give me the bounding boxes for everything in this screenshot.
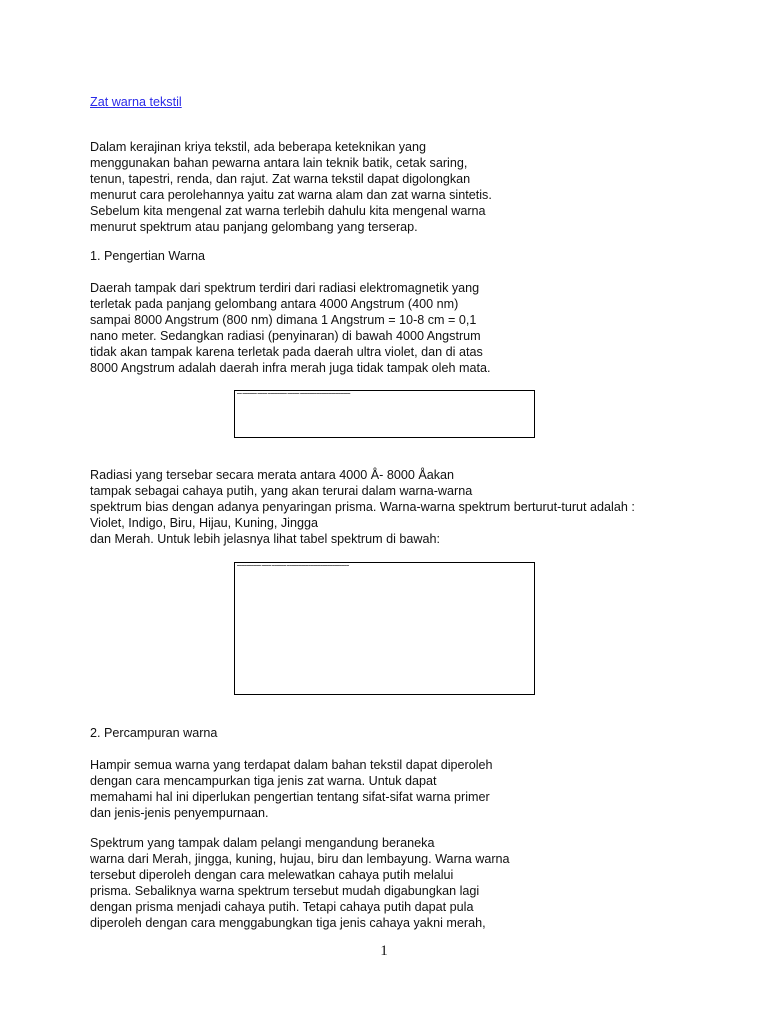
paragraph-hampir-semua: Hampir semua warna yang terdapat dalam bahan tekstil dapat diperoleh dengan cara mencampurkan tiga jenis zat warna. Untuk dapat memahami hal ini diperlukan pengertian tentang sifat-sifat warna primer dan jenis-jenis penyempurnaan. (90, 758, 493, 820)
page-number: 1 (380, 943, 388, 959)
paragraph-daerah-tampak: Daerah tampak dari spektrum terdiri dari radiasi elektromagnetik yang terletak pada panjang gelombang antara 4000 Angstrum (400 nm) sampai 8000 Angstrum (800 nm) dimana 1 Angstrum = 10-8 cm = 0,1 nano meter. Sedangkan radiasi (penyinaran) di bawah 4000 Angstrum tidak akan tampak karena terletak pada daerah ultra violet, dan di atas 8000 Angstrum adalah daerah infra merah juga tidak tampak oleh mata. (90, 281, 491, 375)
section-heading-percampuran-warna: 2. Percampuran warna (90, 726, 218, 740)
section-heading-pengertian-warna: 1. Pengertian Warna (90, 249, 206, 263)
paragraph-radiasi: Radiasi yang tersebar secara merata antara 4000 Å- 8000 Åakan tampak sebagai cahaya putih, yang akan terurai dalam warna-warna spektrum bias dengan adanya penyaringan prisma. Warna-warna spektrum berturut-turut adalah : Violet, Indigo, Biru, Hijau, Kuning, Jingga dan Merah. Untuk lebih jelasnya lihat tabel spektrum di bawah: (90, 468, 635, 546)
intro-paragraph: Dalam kerajinan kriya tekstil, ada beberapa keteknikan yang menggunakan bahan pewarna antara lain teknik batik, cetak saring, tenun, tapestri, renda, dan rajut. Zat warna tekstil dapat digolongkan menurut cara perolehannya yaitu zat warna alam dan zat warna sintetis. Sebelum kita mengenal zat warna terlebih dahulu kita mengenal warna menurut spektrum atau panjang gelombang yang terserap. (90, 140, 492, 234)
spectrum-image-placeholder (234, 390, 535, 438)
table-caption-tiny: ▬▬▬▬▬▬▬▬▬▬ ▬▬▬▬ ▬▬▬▬▬▬ ▬▬▬▬▬▬▬▬▬▬▬▬▬▬▬▬▬▬▬▬▬▬▬▬▬▬ (237, 564, 349, 567)
title-link[interactable]: Zat warna tekstil (90, 95, 182, 109)
spectrum-table-image-placeholder (234, 562, 535, 695)
image-caption-tiny: ▬▬ ▬▬▬▬▬▬ ▬▬▬▬ ▬▬▬▬▬▬▬▬ ▬▬▬▬▬ ▬▬▬▬▬▬▬▬▬▬▬▬▬▬▬▬▬▬▬▬▬ (237, 392, 351, 395)
paragraph-spektrum-pelangi: Spektrum yang tampak dalam pelangi mengandung beraneka warna dari Merah, jingga, kuning, hujau, biru dan lembayung. Warna warna tersebut diperoleh dengan cara melewatkan cahaya putih melalui prisma. Sebaliknya warna spektrum tersebut mudah digabungkan lagi dengan prisma menjadi cahaya putih. Tetapi cahaya putih dapat pula diperoleh dengan cara menggabungkan tiga jenis cahaya yakni merah, (90, 836, 510, 930)
